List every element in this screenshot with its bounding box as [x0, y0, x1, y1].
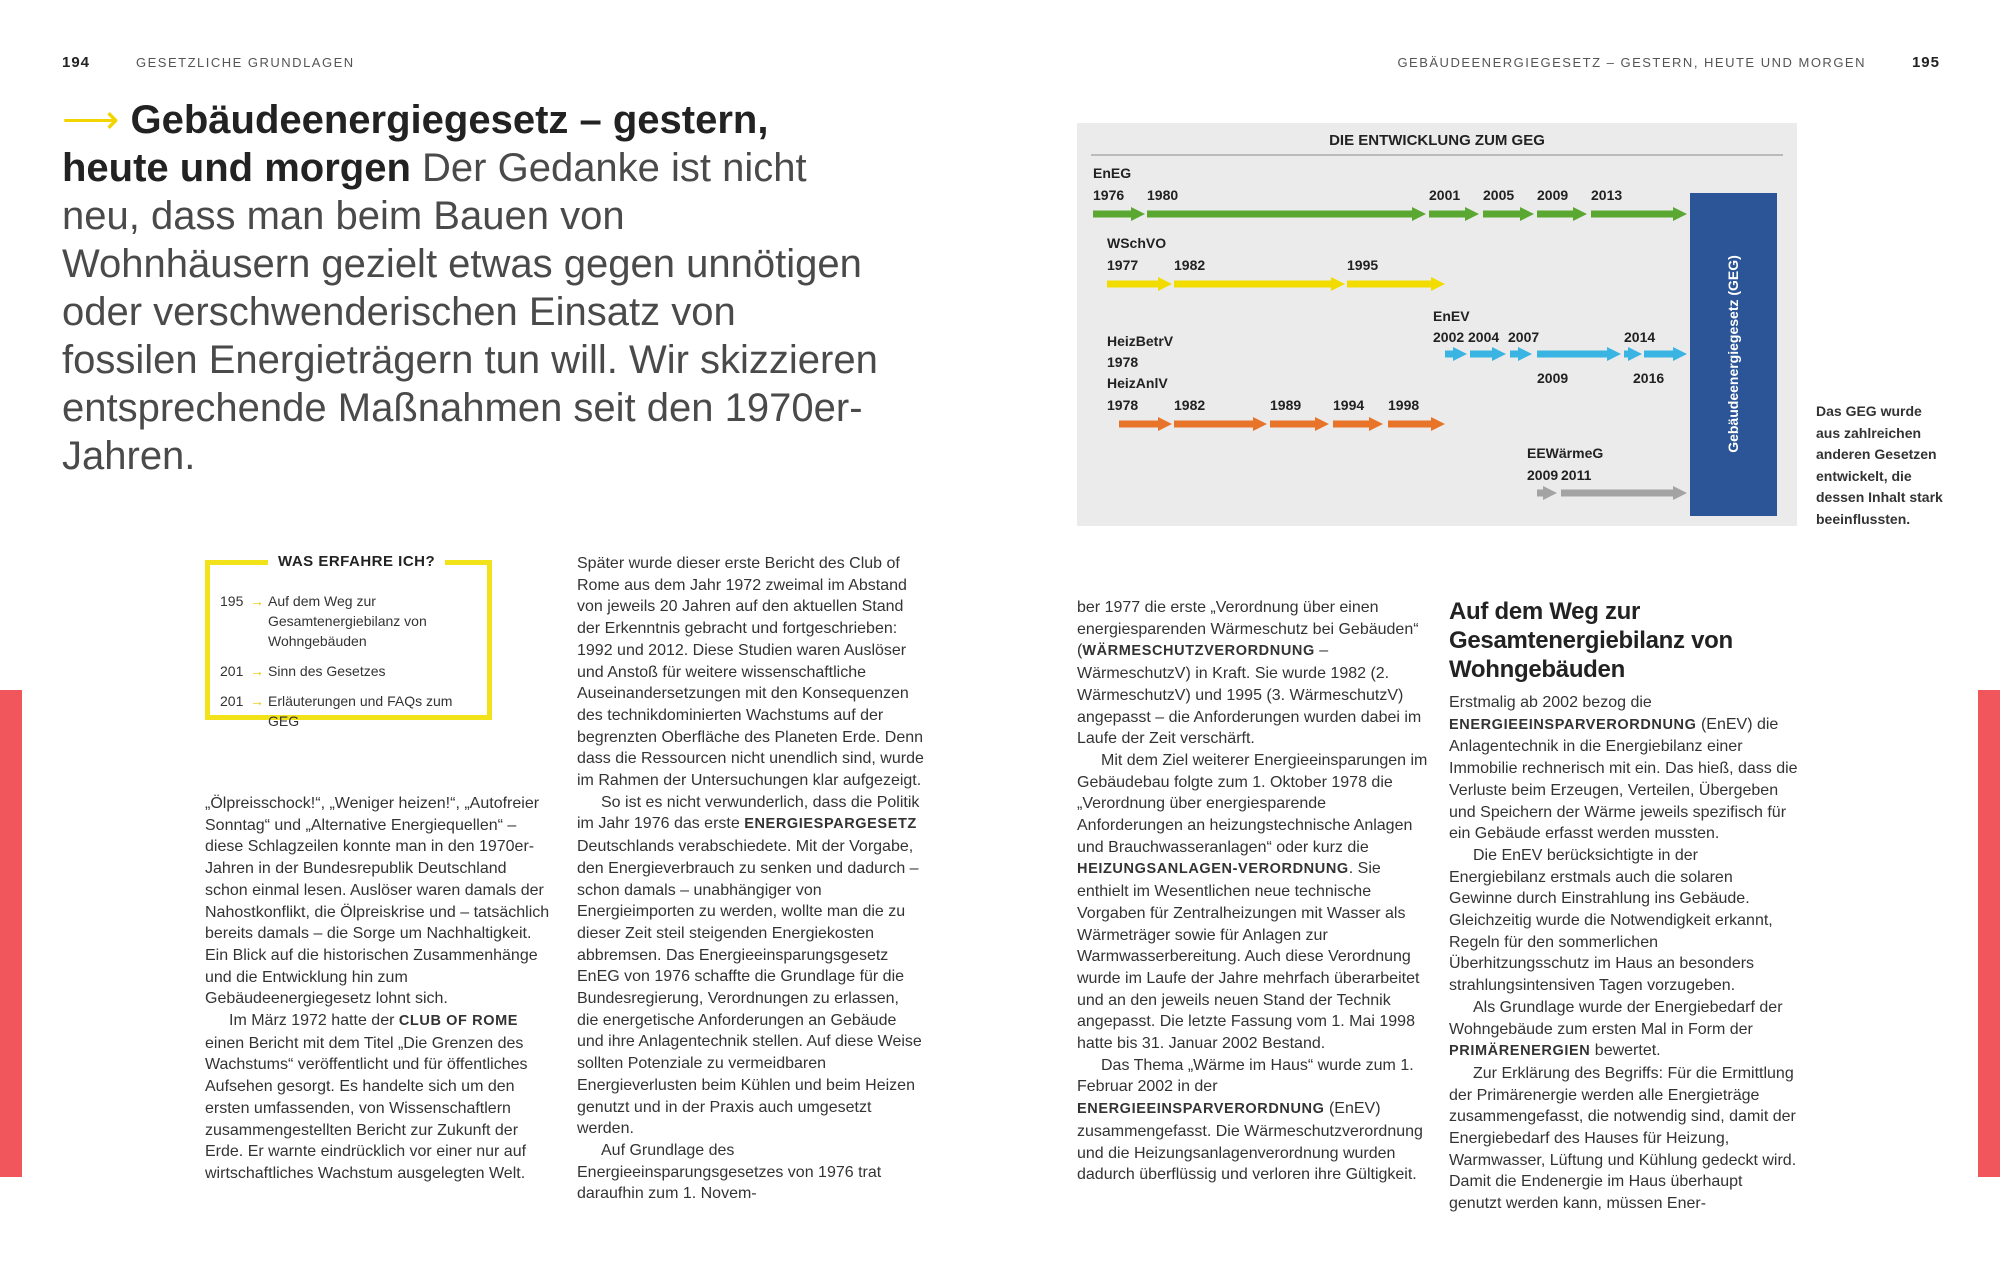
- arrow-right-icon: →: [250, 663, 264, 679]
- timeline-arrow: [1270, 417, 1329, 431]
- timeline-arrow: [1388, 417, 1445, 431]
- timeline-arrow: [1510, 347, 1532, 361]
- eewarmeg-label: EEWärmeG: [1527, 445, 1604, 461]
- paragraph: ber 1977 die erste „Verordnung über einen energiesparenden Wärmeschutz bei Gebäuden“ (WÄRMESCHUTZVERORDNUNG – WärmeschutzV) in Kraft. Sie wurde 1982 (2. WärmeschutzV) und 1995 (3. WärmeschutzV) angepasst – die Anforderungen wurden dabei im Laufe der Zeit verschärft.: [1077, 599, 1422, 748]
- arrow-right-icon: →: [250, 593, 264, 609]
- running-head-right: GEBÄUDEENERGIEGESETZ – GESTERN, HEUTE UND MORGEN: [1397, 55, 1866, 70]
- year-label: 1978: [1107, 354, 1139, 370]
- year-label: 1980: [1147, 187, 1179, 203]
- year-label: 1989: [1270, 397, 1302, 413]
- info-box: [205, 553, 492, 729]
- enev-label: EnEV: [1433, 308, 1470, 324]
- heizbetrv-label: HeizBetrV: [1107, 333, 1174, 349]
- emphasis: WÄRMESCHUTZVERORDNUNG: [1082, 643, 1315, 660]
- year-label: 2002: [1433, 329, 1465, 345]
- year-label: 2009: [1537, 187, 1569, 203]
- year-label: 1977: [1107, 257, 1139, 273]
- timeline-arrow: [1119, 417, 1172, 431]
- emphasis: ENERGIEEINSPARVERORDNUNG: [1449, 716, 1697, 733]
- year-label: 2005: [1483, 187, 1515, 203]
- text-column-4: [1449, 597, 1799, 1215]
- year-label: 2001: [1429, 187, 1461, 203]
- timeline-arrow: [1333, 417, 1383, 431]
- item-page-number: 201: [220, 663, 244, 679]
- timeline-arrow: [1093, 207, 1145, 221]
- geg-label: Gebäudeenergiegesetz (GEG): [1725, 255, 1741, 453]
- info-box-title: WAS ERFAHRE ICH?: [268, 553, 445, 570]
- year-label: 2011: [1561, 467, 1592, 483]
- timeline-arrow: [1644, 347, 1687, 361]
- text-column-1: [205, 793, 552, 1185]
- year-label: 1978: [1107, 397, 1139, 413]
- heizanlv-label: HeizAnlV: [1107, 375, 1168, 391]
- item-page-number: 195: [220, 593, 244, 609]
- timeline-arrow: [1537, 347, 1621, 361]
- item-label: Erläuterungen und FAQs zum GEG: [268, 693, 453, 729]
- timeline-arrow: [1445, 347, 1467, 361]
- wschvo-label: WSchVO: [1107, 235, 1167, 251]
- timeline-arrow: [1537, 207, 1587, 221]
- emphasis: PRIMÄRENERGIEN: [1449, 1043, 1591, 1060]
- page-number-left: 194: [62, 54, 91, 71]
- year-label: 1982: [1174, 397, 1206, 413]
- timeline-arrow: [1470, 347, 1506, 361]
- item-label: Auf dem Weg zur Gesamtenergiebilanz von Wohngebäuden: [268, 593, 427, 649]
- paragraph: Die EnEV berücksichtigte in der Energiebilanz erstmals auch die solaren Gewinne durch Einstrahlung ins Gebäude. Gleichzeitig wurde die Notwendigkeit erkannt, Regeln für den sommerlichen Überhitzungsschutz im Haus an besonders strahlungsintensiven Tagen vorzugeben.: [1449, 846, 1773, 995]
- year-label: 2016: [1633, 370, 1665, 386]
- enEG-label: EnEG: [1093, 165, 1132, 181]
- geg-timeline-diagram: [1077, 123, 1797, 526]
- year-label: 1976: [1093, 187, 1125, 203]
- timeline-arrow: [1174, 417, 1267, 431]
- year-label: 2004: [1468, 329, 1500, 345]
- year-label: 2009: [1527, 467, 1559, 483]
- intro-text: Der Gedanke ist nicht neu, dass man beim Bauen von Wohnhäusern gezielt etwas gegen unnötigen oder verschwenderischen Einsatz von fossilen Energieträgern tun will. Wir skizzieren entsprechende Maßnahmen seit den 1970er-Jahren.: [62, 146, 878, 478]
- chapter-intro: [62, 96, 882, 480]
- year-label: 2007: [1508, 329, 1540, 345]
- year-label: 1994: [1333, 397, 1365, 413]
- paragraph: Erstmalig ab 2002 bezog die ENERGIEEINSPARVERORDNUNG (EnEV) die Anlagentechnik in die Energiebilanz einer Immobilie rechnerisch mit ein. Das hieß, dass die Verluste beim Erzeugen, Verteilen, Übergeben und Speichern der Wärme jeweils spezifisch für ein Gebäude erfasst werden mussten.: [1449, 694, 1798, 843]
- paragraph: Mit dem Ziel weiterer Energieeinsparungen im Gebäudebau folgte zum 1. Oktober 1978 die „Verordnung über energiesparende Anforderungen an heizungstechnische Anlagen und Brauchwasseranlagen“ oder kurz die HEIZUNGSANLAGEN-VERORDNUNG. Sie enthielt im Wesentlichen neue technische Vorgaben für Zentralheizungen mit Wasser als Wärmeträger sowie für Anlagen zur Warmwasserbereitung. Auch diese Verordnung wurde im Laufe der Jahre mehrfach überarbeitet und an den jeweils neuen Stand der Technik angepasst. Die letzte Fassung vom 1. Mai 1998 hatte bis 31. Januar 2002 Bestand.: [1077, 751, 1428, 1053]
- paragraph: Das Thema „Wärme im Haus“ wurde zum 1. Februar 2002 in der ENERGIEEINSPARVERORDNUNG (EnEV) zusammengefasst. Die Wärmeschutzverordnung und die Heizungsanlagenverordnung wurden dadurch überflüssig und verloren ihre Gültigkeit.: [1077, 1056, 1423, 1184]
- info-box-item[interactable]: [220, 691, 477, 731]
- paragraph: Später wurde dieser erste Bericht des Club of Rome aus dem Jahr 1972 zweimal im Abstand von jeweils 20 Jahren auf den aktuellen Stand der Erkenntnis gebracht und fortgeschrieben: 1992 und 2012. Diese Studien waren Auslöser und Anstoß für weitere wissenschaftliche Auseinandersetzungen mit den Konsequenzen des technikdominierten Wachstums auf der begrenzten Oberfläche des Planeten Erde. Denn dass die Ressourcen nicht unendlich sind, wurde im Rahmen der Untersuchungen klar aufgezeigt.: [577, 555, 924, 790]
- year-label: 1982: [1174, 257, 1206, 273]
- emphasis: HEIZUNGSANLAGEN-VERORDNUNG: [1077, 861, 1349, 878]
- year-label: 2014: [1624, 329, 1656, 345]
- paragraph: Als Grundlage wurde der Energiebedarf der Wohngebäude zum ersten Mal in Form der PRIMÄRENERGIEN bewertet.: [1449, 998, 1783, 1060]
- paragraph: Im März 1972 hatte der CLUB OF ROME einen Bericht mit dem Titel „Die Grenzen des Wachstums“ veröffentlicht und für öffentliches Aufsehen gesorgt. Es handelte sich um den ersten umfassenden, von Wissenschaftlern zusammengestellten Bericht zur Zukunft der Erde. Er warnte eindrücklich vor einer nur auf wirtschaftliches Wachstum ausgelegten Welt.: [205, 1012, 528, 1182]
- paragraph: So ist es nicht verwunderlich, dass die Politik im Jahr 1976 das erste ENERGIESPARGESETZ Deutschlands verabschiedete. Mit der Vorgabe, den Energieverbrauch zu senken und dadurch – schon damals – unabhängiger von Energieimporten zu werden, wollte man die zu dieser Zeit steil steigenden Energiekosten abbremsen. Das Energieeinsparungsgesetz EnEG von 1976 schaffte die Grundlage für die Bundesregierung, Verordnungen zu erlassen, die energetische Anforderungen an Gebäude und ihre Anlagentechnik stellen. Auf diese Weise sollten Potenziale zu vermeidbaren Energieverlusten beim Kühlen und beim Heizen genutzt und in der Praxis auch umgesetzt werden.: [577, 793, 922, 1138]
- year-label: 2009: [1537, 370, 1569, 386]
- info-box-item[interactable]: [220, 591, 477, 651]
- section-heading: Auf dem Weg zur Gesamtenergiebilanz von Wohngebäuden: [1449, 598, 1733, 683]
- timeline-arrow: [1591, 207, 1687, 221]
- timeline-arrow: [1561, 486, 1687, 500]
- year-label: 1995: [1347, 257, 1379, 273]
- diagram-title: DIE ENTWICKLUNG ZUM GEG: [1329, 132, 1545, 149]
- timeline-arrow: [1147, 207, 1426, 221]
- running-head-left: GESETZLICHE GRUNDLAGEN: [136, 55, 355, 70]
- paragraph: „Ölpreisschock!“, „Weniger heizen!“, „Autofreier Sonntag“ und „Alternative Energiequellen“ – diese Schlagzeilen konnte man in den 1970er-Jahren in der Bundesrepublik Deutschland schon einmal lesen. Auslöser waren damals der Nahostkonflikt, die Ölpreiskrise und – tatsächlich bereits damals – die Sorge um Nachhaltigkeit. Ein Blick auf die historischen Zusammenhänge und die Entwicklung hin zum Gebäudeenergiegesetz lohnt sich.: [205, 795, 550, 1008]
- page-number-right: 195: [1911, 54, 1940, 71]
- timeline-arrow: [1107, 277, 1172, 291]
- timeline-arrow: [1429, 207, 1479, 221]
- paragraph: Zur Erklärung des Begriffs: Für die Ermittlung der Primärenergie werden alle Energieträge zusammengefasst, die notwendig sind, damit der Energiebedarf des Hauses für Heizung, Warmwasser, Lüftung und Kühlung gedeckt wird. Damit die Endenergie im Haus überhaupt genutzt werden kann, müssen Ener-: [1449, 1064, 1797, 1213]
- diagram-caption: Das GEG wurde aus zahlreichen anderen Gesetzen entwickelt, die dessen Inhalt stark beeinflussten.: [1816, 403, 1943, 527]
- timeline-arrow: [1624, 347, 1642, 361]
- arrow-icon: ⟶: [62, 98, 120, 142]
- timeline-arrow: [1347, 277, 1445, 291]
- chapter-title: Gebäudeenergiegesetz – gestern, heute und morgen: [62, 98, 769, 190]
- left-edge-tab: [0, 690, 22, 1177]
- emphasis: CLUB OF ROME: [398, 1013, 519, 1030]
- text-column-2: [577, 553, 924, 1205]
- emphasis: ENERGIEEINSPARVERORDNUNG: [1077, 1101, 1325, 1118]
- timeline-arrow: [1483, 207, 1534, 221]
- right-edge-tab: [1978, 690, 2000, 1177]
- paragraph: Auf Grundlage des Energieeinsparungsgesetzes von 1976 trat daraufhin zum 1. Novem-: [577, 1141, 882, 1203]
- year-label: 1998: [1388, 397, 1420, 413]
- timeline-arrow: [1537, 486, 1557, 500]
- info-box-list: [220, 591, 477, 731]
- timeline-arrow: [1174, 277, 1345, 291]
- year-label: 2013: [1591, 187, 1623, 203]
- item-page-number: 201: [220, 693, 244, 709]
- arrow-right-icon: →: [250, 693, 264, 709]
- info-box-item[interactable]: [220, 661, 477, 681]
- item-label: Sinn des Gesetzes: [268, 663, 386, 679]
- text-column-3: [1077, 597, 1432, 1186]
- emphasis: ENERGIESPARGESETZ: [744, 816, 917, 833]
- timeline-svg: [1077, 123, 1797, 526]
